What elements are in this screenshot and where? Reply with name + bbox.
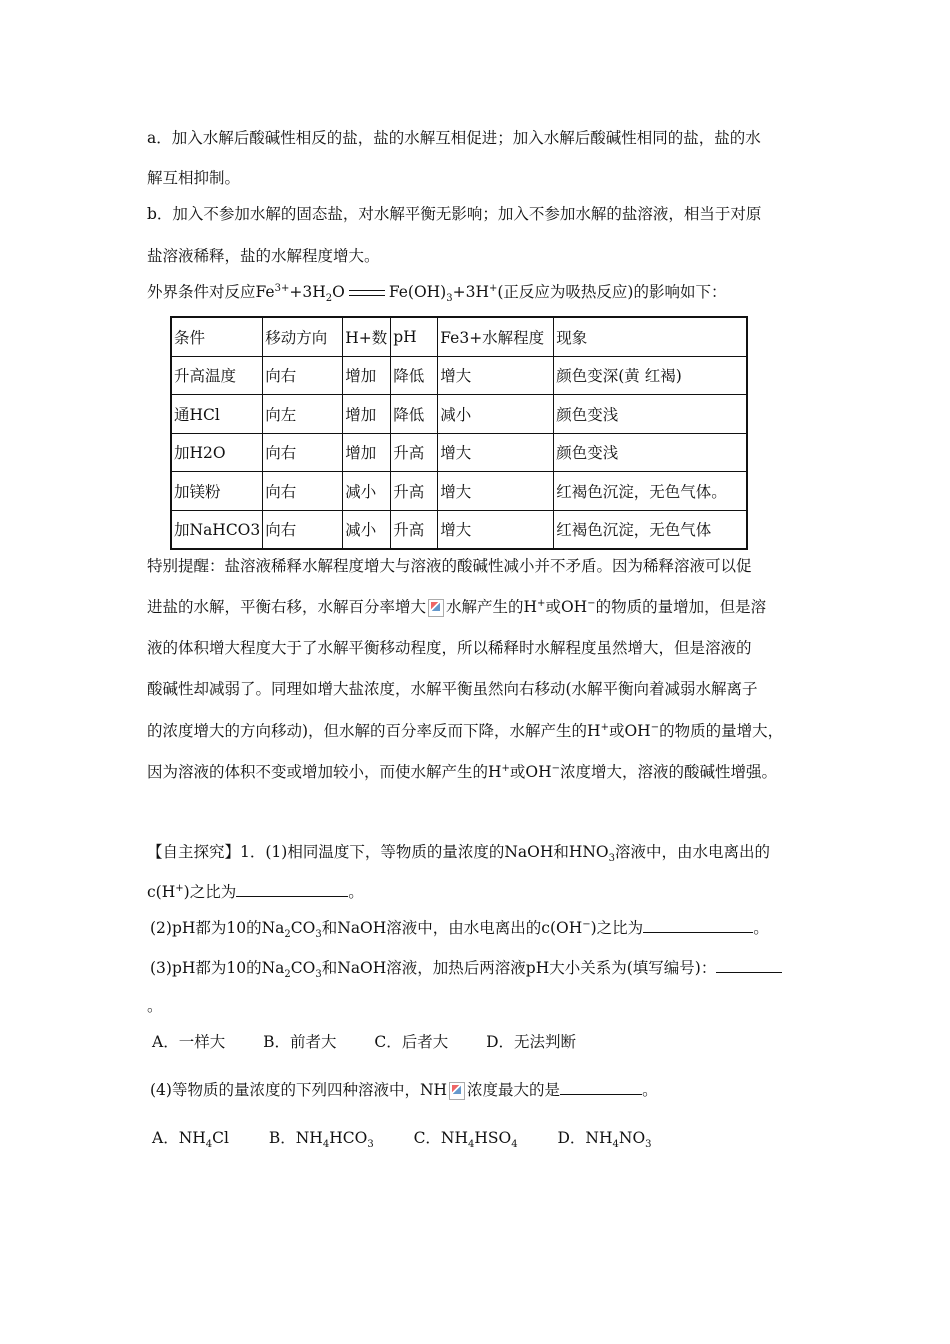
reminder-line5: 的浓度增大的方向移动)，但水解的百分率反而下降，水解产生的H+或OH−的物质的量增大，: [147, 721, 784, 740]
table-cell: 减小: [438, 395, 554, 434]
table-header-row: [171, 317, 747, 356]
table-cell: 红褐色沉淀，无色气体: [554, 510, 747, 549]
header-cell: 移动方向: [263, 317, 343, 356]
table-cell: 增加: [343, 395, 391, 434]
question-1-2: (2)pH都为10的$Na_2CO_3$和NaOH溶液中，由水电离出的c(OH−)之比为 。: [150, 918, 769, 941]
table-cell: 增大: [438, 510, 554, 549]
table-cell: 增大: [438, 433, 554, 472]
question-1-1: 【自主探究】1．(1)相同温度下，等物质的量浓度的NaOH和$HNO_3$溶液中，由水电离出的: [147, 843, 771, 865]
table-cell: 降低: [391, 356, 438, 395]
table-cell: 升高温度: [171, 356, 263, 395]
answer-blank[interactable]: [236, 882, 348, 897]
reminder-line4: 酸碱性却减弱了。同理如增大盐浓度，水解平衡虽然向右移动(水解平衡向着减弱水解离子: [147, 680, 758, 698]
header-cell: pH: [391, 317, 438, 356]
broken-image-icon: [449, 1082, 465, 1100]
table-cell: 增大: [438, 472, 554, 511]
table-cell: 减小: [343, 510, 391, 549]
question-1-1-answer: c(H+)之比为 。: [147, 882, 364, 901]
table-cell: 升高: [391, 510, 438, 549]
table-cell: 升高: [391, 433, 438, 472]
equilibrium-arrow-icon: [347, 287, 387, 299]
option-c[interactable]: C．后者大: [374, 1033, 449, 1051]
reminder-line2: 进盐的水解，平衡右移，水解百分率增大 水解产生的H+或OH−的物质的量增加，但是溶: [147, 597, 767, 616]
header-cell: 条件: [171, 317, 263, 356]
header-cell: H+数: [343, 317, 391, 356]
table-cell: 增加: [343, 356, 391, 395]
table-cell: 向右: [263, 356, 343, 395]
reaction-intro: 外界条件对反应$Fe^{3+}+3H_2O$ $Fe(OH)_3+3H^+$(正反应为吸热反应)的影响如下：: [147, 282, 727, 305]
table-cell: 向右: [263, 433, 343, 472]
option-a[interactable]: A．一样大: [152, 1033, 226, 1051]
option-b[interactable]: B．$NH_4HCO_3$: [268, 1129, 374, 1151]
table-cell: 加镁粉: [171, 472, 263, 511]
question-1-4: (4)等物质的量浓度的下列四种溶液中，NH 浓度最大的是 。: [150, 1081, 658, 1099]
question-1-3: (3)pH都为10的$Na_2CO_3$和NaOH溶液，加热后两溶液pH大小关系为(填写编号)：: [150, 958, 782, 978]
table-cell: 向左: [263, 395, 343, 434]
answer-blank[interactable]: [643, 918, 753, 933]
table-cell: 颜色变浅: [554, 395, 747, 434]
broken-image-icon: [428, 599, 444, 617]
table-row: [171, 510, 747, 549]
header-cell: 现象: [554, 317, 747, 356]
options-q4: [152, 1128, 652, 1151]
option-d[interactable]: D．无法判断: [486, 1033, 577, 1051]
option-b[interactable]: B．前者大: [263, 1033, 337, 1051]
answer-blank[interactable]: [716, 958, 782, 973]
reminder-line1: 特别提醒：盐溶液稀释水解程度增大与溶液的酸碱性减小并不矛盾。因为稀释溶液可以促: [147, 557, 752, 575]
option-a[interactable]: A．$NH_4Cl$: [152, 1129, 229, 1151]
option-d[interactable]: D．$NH_4NO_3$: [557, 1129, 652, 1151]
para-b-line1: b．加入不参加水解的固态盐，对水解平衡无影响；加入不参加水解的盐溶液，相当于对原: [147, 205, 762, 223]
table-cell: 向右: [263, 472, 343, 511]
answer-blank[interactable]: [560, 1080, 642, 1095]
para-a-line1: a．加入水解后酸碱性相反的盐，盐的水解互相促进；加入水解后酸碱性相同的盐，盐的水: [147, 129, 761, 147]
options-q3: [152, 1032, 576, 1052]
table-cell: 增加: [343, 433, 391, 472]
para-a-line2: 解互相抑制。: [147, 169, 241, 187]
table-cell: 向右: [263, 510, 343, 549]
table-row: [171, 356, 747, 395]
table-row: [171, 395, 747, 434]
table-cell: 颜色变浅: [554, 433, 747, 472]
table-cell: 升高: [391, 472, 438, 511]
table-cell: 增大: [438, 356, 554, 395]
reminder-line3: 液的体积增大程度大于了水解平衡移动程度，所以稀释时水解程度虽然增大，但是溶液的: [147, 639, 752, 657]
table-cell: 通HCl: [171, 395, 263, 434]
header-cell: Fe3+水解程度: [438, 317, 554, 356]
table-row: [171, 433, 747, 472]
table-cell: 减小: [343, 472, 391, 511]
question-1-3-period: 。: [147, 997, 163, 1015]
table-cell: 加NaHCO3: [171, 510, 263, 549]
table-cell: 加H2O: [171, 433, 263, 472]
option-c[interactable]: C．$NH_4HSO_4$: [413, 1129, 518, 1151]
conditions-table: [170, 316, 748, 550]
table-row: [171, 472, 747, 511]
para-b-line2: 盐溶液稀释，盐的水解程度增大。: [147, 247, 380, 265]
reminder-line6: 因为溶液的体积不变或增加较小，而使水解产生的H+或OH−浓度增大，溶液的酸碱性增强。: [147, 762, 778, 781]
table-cell: 降低: [391, 395, 438, 434]
table-cell: 颜色变深(黄 红褐): [554, 356, 747, 395]
table-cell: 红褐色沉淀，无色气体。: [554, 472, 747, 511]
